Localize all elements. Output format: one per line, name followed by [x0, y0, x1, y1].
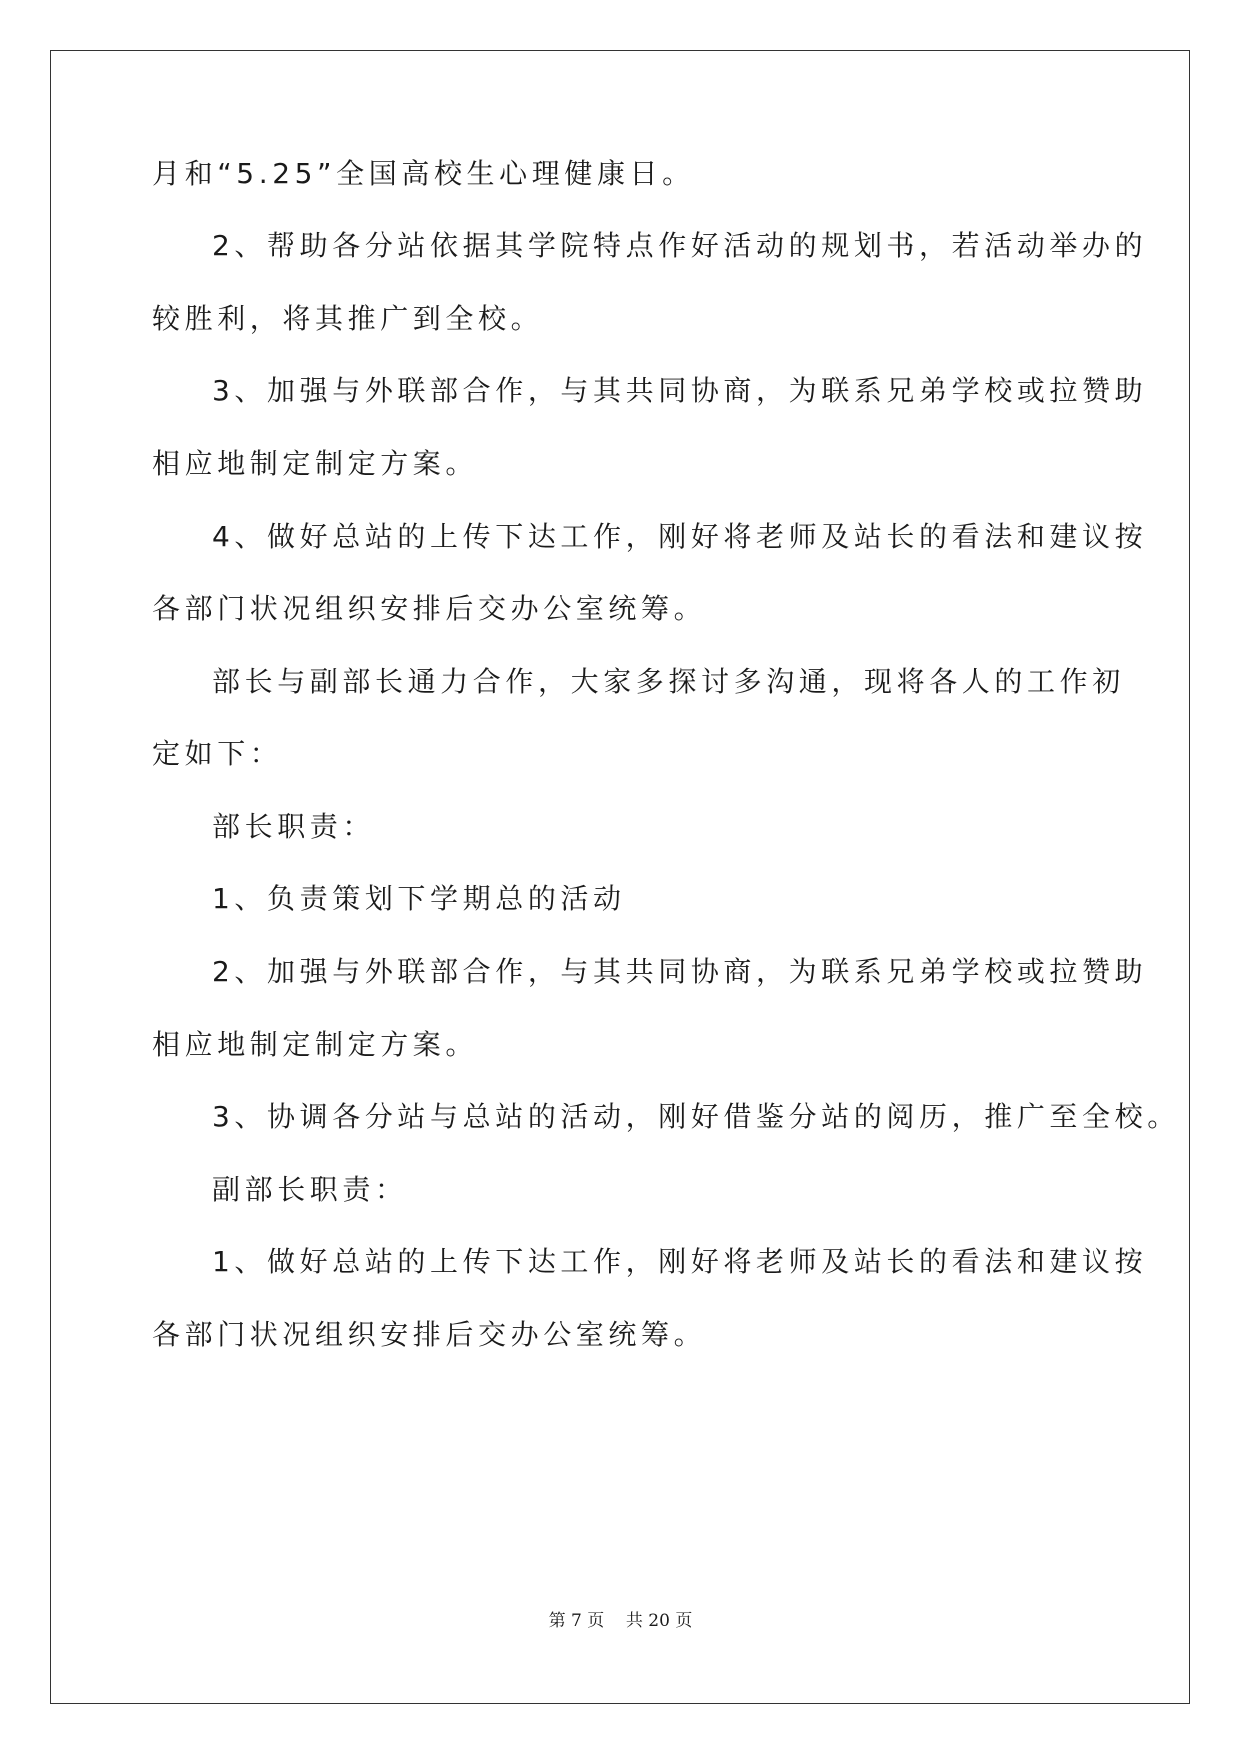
text-line: 1、负责策划下学期总的活动	[212, 882, 626, 915]
text-line: 各部门状况组织安排后交办公室统筹。	[152, 1318, 707, 1351]
text-line: 部长职责：	[212, 810, 376, 843]
text-line: 部长与副部长通力合作，大家多探讨多沟通，现将各人的工作初	[212, 665, 1125, 698]
text-line: 副部长职责：	[212, 1173, 408, 1206]
text-line: 4、做好总站的上传下达工作，刚好将老师及站长的看法和建议按	[212, 520, 1148, 553]
page-number: 第 7 页 共 20 页	[548, 1611, 693, 1631]
page-border	[50, 50, 1190, 1704]
text-line: 2、帮助各分站依据其学院特点作好活动的规划书，若活动举办的	[212, 229, 1148, 262]
text-line: 各部门状况组织安排后交办公室统筹。	[152, 592, 707, 625]
text-line: 较胜利，将其推广到全校。	[152, 302, 544, 335]
text-line: 2、加强与外联部合作，与其共同协商，为联系兄弟学校或拉赞助	[212, 955, 1148, 988]
text-line: 3、加强与外联部合作，与其共同协商，为联系兄弟学校或拉赞助	[212, 374, 1148, 407]
text-line: 月和“5.25”全国高校生心理健康日。	[152, 157, 695, 190]
text-line: 定如下：	[152, 737, 283, 770]
text-line: 相应地制定制定方案。	[152, 1028, 479, 1061]
text-line: 3、协调各分站与总站的活动，刚好借鉴分站的阅历，推广至全校。	[212, 1100, 1180, 1133]
text-line: 相应地制定制定方案。	[152, 447, 479, 480]
text-line: 1、做好总站的上传下达工作，刚好将老师及站长的看法和建议按	[212, 1245, 1148, 1278]
